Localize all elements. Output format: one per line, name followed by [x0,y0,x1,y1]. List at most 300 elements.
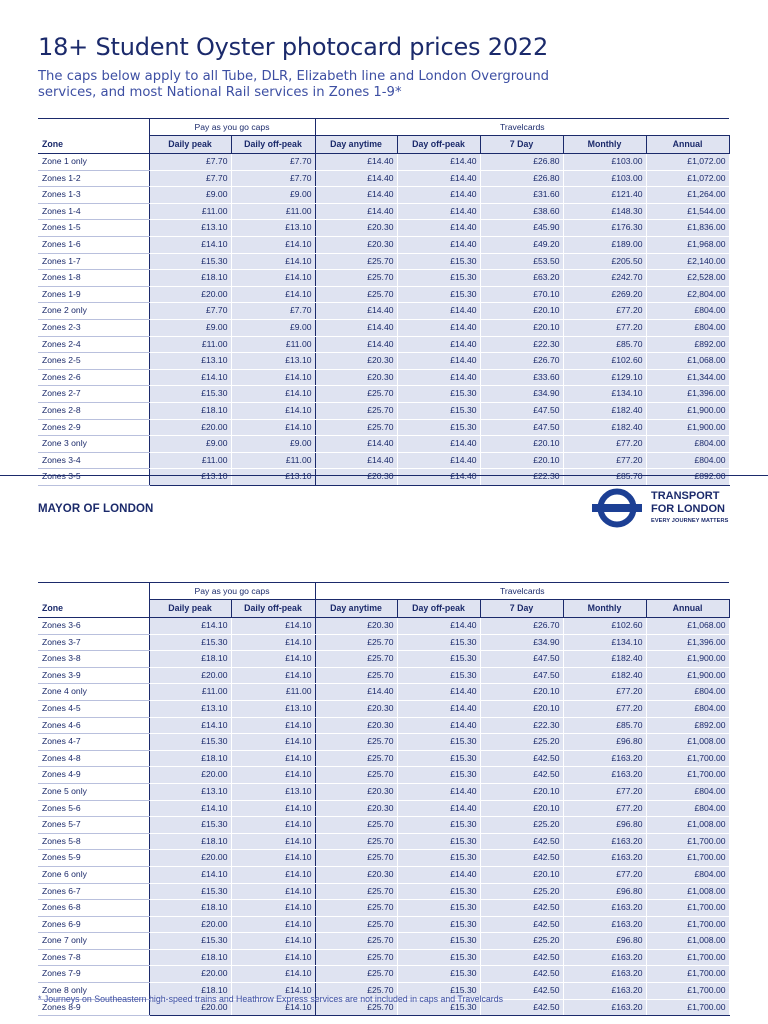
column-header: 7 Day [480,600,563,618]
price-cell: £31.60 [480,187,563,204]
column-header: 7 Day [480,136,563,154]
table-row [38,817,729,834]
price-cell: £2,804.00 [646,286,729,303]
tfl-roundel-icon [592,487,642,529]
price-cell: £20.30 [315,700,397,717]
price-cell: £1,700.00 [646,949,729,966]
price-cell: £42.50 [480,833,563,850]
price-cell: £14.40 [397,187,480,204]
price-cell: £33.60 [480,369,563,386]
price-cell: £182.40 [563,419,646,436]
price-cell: £11.00 [149,336,231,353]
price-cell: £11.00 [149,684,231,701]
price-cell: £14.10 [231,850,315,867]
price-cell: £25.70 [315,253,397,270]
price-cell: £14.10 [231,618,315,635]
price-cell: £14.10 [231,253,315,270]
price-cell: £26.80 [480,170,563,187]
table-row [38,667,729,684]
price-cell: £15.30 [397,767,480,784]
price-cell: £11.00 [231,684,315,701]
table-row [38,319,729,336]
price-cell: £77.20 [563,319,646,336]
column-header: Daily off-peak [231,136,315,154]
price-cell: £205.50 [563,253,646,270]
zone-cell: Zone 2 only [38,303,149,320]
price-cell: £14.40 [397,203,480,220]
price-cell: £77.20 [563,700,646,717]
price-cell: £77.20 [563,783,646,800]
zone-cell: Zones 1-6 [38,236,149,253]
table-row [38,866,729,883]
price-cell: £22.30 [480,469,563,486]
price-table-1-body [38,119,729,486]
price-cell: £14.10 [231,402,315,419]
price-cell: £9.00 [149,319,231,336]
price-cell: £25.70 [315,667,397,684]
price-cell: £15.30 [149,817,231,834]
price-cell: £18.10 [149,270,231,287]
price-table-1 [38,118,730,486]
table-row [38,436,729,453]
table-row [38,933,729,950]
price-cell: £9.00 [231,319,315,336]
price-cell: £15.30 [149,883,231,900]
price-cell: £134.10 [563,634,646,651]
price-cell: £14.40 [315,187,397,204]
price-cell: £42.50 [480,949,563,966]
price-cell: £53.50 [480,253,563,270]
group-header-row [38,119,729,136]
price-cell: £14.40 [397,436,480,453]
price-cell: £7.70 [231,154,315,171]
price-cell: £25.70 [315,817,397,834]
price-cell: £804.00 [646,684,729,701]
price-cell: £14.40 [397,369,480,386]
price-cell: £47.50 [480,402,563,419]
price-cell: £14.40 [315,319,397,336]
price-cell: £96.80 [563,883,646,900]
price-cell: £47.50 [480,667,563,684]
price-cell: £163.20 [563,833,646,850]
price-cell: £20.30 [315,800,397,817]
table-row [38,452,729,469]
price-cell: £1,068.00 [646,618,729,635]
zone-cell: Zones 1-8 [38,270,149,287]
price-cell: £42.50 [480,767,563,784]
table-row [38,700,729,717]
table-row [38,170,729,187]
price-cell: £22.30 [480,336,563,353]
price-cell: £25.70 [315,651,397,668]
price-cell: £47.50 [480,419,563,436]
price-cell: £1,700.00 [646,999,729,1016]
price-cell: £18.10 [149,949,231,966]
price-cell: £14.40 [397,452,480,469]
price-cell: £9.00 [149,187,231,204]
price-cell: £20.10 [480,436,563,453]
price-cell: £7.70 [231,303,315,320]
price-cell: £7.70 [149,170,231,187]
group-header-blank [38,119,149,136]
price-cell: £20.00 [149,850,231,867]
price-cell: £42.50 [480,900,563,917]
price-cell: £25.70 [315,270,397,287]
price-cell: £20.30 [315,717,397,734]
price-cell: £804.00 [646,452,729,469]
zone-cell: Zones 3-8 [38,651,149,668]
price-cell: £15.30 [397,270,480,287]
price-cell: £45.90 [480,220,563,237]
price-cell: £14.10 [231,817,315,834]
price-cell: £14.40 [397,154,480,171]
price-cell: £102.60 [563,353,646,370]
price-cell: £38.60 [480,203,563,220]
zone-cell: Zones 4-7 [38,734,149,751]
table-row [38,684,729,701]
price-cell: £14.40 [315,452,397,469]
zone-cell: Zones 3-5 [38,469,149,486]
price-cell: £15.30 [149,933,231,950]
price-cell: £182.40 [563,402,646,419]
zone-cell: Zones 1-3 [38,187,149,204]
price-cell: £20.30 [315,469,397,486]
price-cell: £804.00 [646,700,729,717]
price-cell: £25.70 [315,286,397,303]
price-cell: £49.20 [480,236,563,253]
price-cell: £22.30 [480,717,563,734]
price-cell: £1,544.00 [646,203,729,220]
zone-cell: Zones 5-7 [38,817,149,834]
price-cell: £13.10 [231,469,315,486]
price-cell: £25.70 [315,999,397,1016]
zone-cell: Zones 2-5 [38,353,149,370]
price-cell: £102.60 [563,618,646,635]
zone-cell: Zones 4-9 [38,767,149,784]
price-cell: £15.30 [397,634,480,651]
price-cell: £163.20 [563,900,646,917]
price-cell: £15.30 [397,386,480,403]
zone-cell: Zones 2-9 [38,419,149,436]
price-cell: £25.20 [480,883,563,900]
table-row [38,618,729,635]
table-row [38,734,729,751]
column-header: Daily peak [149,600,231,618]
price-cell: £14.10 [149,866,231,883]
table-row [38,900,729,917]
price-cell: £14.10 [149,369,231,386]
price-cell: £2,528.00 [646,270,729,287]
price-cell: £1,700.00 [646,966,729,983]
price-cell: £13.10 [231,783,315,800]
price-cell: £20.00 [149,286,231,303]
table-row [38,236,729,253]
price-cell: £134.10 [563,386,646,403]
price-cell: £15.30 [397,949,480,966]
price-cell: £1,072.00 [646,154,729,171]
price-cell: £77.20 [563,800,646,817]
price-cell: £13.10 [149,783,231,800]
price-cell: £121.40 [563,187,646,204]
price-cell: £129.10 [563,369,646,386]
zone-cell: Zones 3-7 [38,634,149,651]
price-cell: £1,072.00 [646,170,729,187]
price-cell: £14.10 [149,618,231,635]
price-cell: £103.00 [563,154,646,171]
price-cell: £14.40 [397,469,480,486]
price-cell: £14.10 [231,949,315,966]
price-cell: £14.10 [231,883,315,900]
price-cell: £25.70 [315,419,397,436]
price-cell: £14.10 [231,966,315,983]
price-cell: £13.10 [149,220,231,237]
table-row [38,220,729,237]
price-cell: £13.10 [149,353,231,370]
price-cell: £25.20 [480,817,563,834]
price-cell: £15.30 [397,402,480,419]
zone-cell: Zones 1-9 [38,286,149,303]
price-cell: £11.00 [231,203,315,220]
price-cell: £1,700.00 [646,900,729,917]
price-cell: £13.10 [231,220,315,237]
group-header-payg: Pay as you go caps [149,119,315,136]
price-cell: £20.10 [480,866,563,883]
price-cell: £14.40 [315,154,397,171]
price-cell: £9.00 [149,436,231,453]
price-cell: £148.30 [563,203,646,220]
price-cell: £14.10 [231,419,315,436]
zone-cell: Zones 1-5 [38,220,149,237]
price-cell: £14.10 [231,767,315,784]
zone-cell: Zones 2-3 [38,319,149,336]
column-header: Day off-peak [397,136,480,154]
price-cell: £804.00 [646,866,729,883]
table-row [38,353,729,370]
price-cell: £1,700.00 [646,833,729,850]
price-cell: £804.00 [646,800,729,817]
table-row [38,800,729,817]
price-cell: £20.30 [315,369,397,386]
page-subtitle: The caps below apply to all Tube, DLR, Elizabeth line and London Overground services, and most National Rail services in Zones 1-9* [38,69,550,100]
column-header: Monthly [563,600,646,618]
table-row [38,916,729,933]
zone-cell: Zones 2-6 [38,369,149,386]
price-cell: £25.70 [315,949,397,966]
price-cell: £11.00 [231,336,315,353]
zone-cell: Zones 3-9 [38,667,149,684]
price-cell: £14.10 [231,236,315,253]
price-cell: £13.10 [231,353,315,370]
zone-cell: Zones 3-6 [38,618,149,635]
zone-cell: Zones 1-7 [38,253,149,270]
price-cell: £25.70 [315,634,397,651]
column-header: Day off-peak [397,600,480,618]
price-cell: £15.30 [397,734,480,751]
price-cell: £892.00 [646,717,729,734]
price-cell: £1,396.00 [646,634,729,651]
table-row [38,369,729,386]
price-cell: £13.10 [149,469,231,486]
price-cell: £20.10 [480,303,563,320]
price-cell: £15.30 [397,999,480,1016]
price-cell: £20.30 [315,866,397,883]
price-cell: £14.40 [315,336,397,353]
price-cell: £25.70 [315,966,397,983]
price-cell: £20.00 [149,916,231,933]
price-cell: £14.10 [149,800,231,817]
column-header: Zone [38,600,149,618]
price-cell: £15.30 [397,966,480,983]
price-cell: £15.30 [149,386,231,403]
price-cell: £163.20 [563,850,646,867]
price-cell: £15.30 [397,253,480,270]
price-cell: £7.70 [149,154,231,171]
price-cell: £163.20 [563,949,646,966]
price-cell: £242.70 [563,270,646,287]
price-cell: £18.10 [149,750,231,767]
group-header-travelcards: Travelcards [315,583,729,600]
price-cell: £163.20 [563,966,646,983]
price-cell: £20.30 [315,220,397,237]
price-cell: £77.20 [563,303,646,320]
group-header-payg: Pay as you go caps [149,583,315,600]
zone-cell: Zones 2-8 [38,402,149,419]
group-header-row [38,583,729,600]
group-header-travelcards: Travelcards [315,119,729,136]
table-row [38,783,729,800]
zone-cell: Zones 4-8 [38,750,149,767]
price-table-2-body [38,583,729,1016]
table-row [38,883,729,900]
price-cell: £20.10 [480,800,563,817]
price-cell: £25.70 [315,386,397,403]
price-cell: £14.10 [231,270,315,287]
price-cell: £804.00 [646,319,729,336]
price-cell: £14.10 [149,236,231,253]
zone-cell: Zone 5 only [38,783,149,800]
price-cell: £13.10 [149,700,231,717]
price-cell: £14.40 [397,717,480,734]
price-cell: £14.10 [231,916,315,933]
price-cell: £1,900.00 [646,651,729,668]
price-cell: £14.10 [231,750,315,767]
column-header: Annual [646,600,729,618]
price-cell: £163.20 [563,767,646,784]
table-row [38,651,729,668]
price-cell: £1,700.00 [646,767,729,784]
table-row [38,833,729,850]
table-row [38,336,729,353]
price-cell: £182.40 [563,651,646,668]
page-title: 18+ Student Oyster photocard prices 2022 [38,33,549,61]
price-cell: £14.10 [231,983,315,1000]
price-cell: £25.70 [315,734,397,751]
price-cell: £25.70 [315,883,397,900]
price-cell: £63.20 [480,270,563,287]
price-cell: £20.30 [315,236,397,253]
price-cell: £18.10 [149,651,231,668]
price-cell: £14.10 [231,866,315,883]
price-cell: £25.70 [315,767,397,784]
price-cell: £20.00 [149,667,231,684]
price-cell: £42.50 [480,999,563,1016]
column-header: Annual [646,136,729,154]
price-cell: £25.70 [315,933,397,950]
zone-cell: Zones 1-2 [38,170,149,187]
price-cell: £1,900.00 [646,419,729,436]
price-cell: £20.10 [480,319,563,336]
price-cell: £20.00 [149,999,231,1016]
footnote: * Journeys on Southeastern high-speed trains and Heathrow Express services are not included in caps and Travelcards [38,994,504,1004]
price-cell: £14.10 [231,800,315,817]
price-cell: £1,700.00 [646,983,729,1000]
price-cell: £14.40 [397,336,480,353]
table-row [38,386,729,403]
price-cell: £189.00 [563,236,646,253]
zone-cell: Zones 5-8 [38,833,149,850]
price-cell: £15.30 [397,419,480,436]
table-row [38,154,729,171]
price-cell: £15.30 [149,253,231,270]
price-cell: £14.10 [231,833,315,850]
price-cell: £42.50 [480,850,563,867]
zone-cell: Zone 8 only [38,983,149,1000]
price-cell: £96.80 [563,933,646,950]
mayor-of-london-logo: MAYOR OF LONDON [38,503,154,515]
zone-cell: Zone 4 only [38,684,149,701]
price-cell: £14.10 [231,933,315,950]
table-row [38,966,729,983]
price-cell: £20.10 [480,684,563,701]
price-cell: £14.40 [397,303,480,320]
price-cell: £1,900.00 [646,667,729,684]
price-cell: £804.00 [646,303,729,320]
price-cell: £14.40 [397,618,480,635]
group-header-blank [38,583,149,600]
price-cell: £2,140.00 [646,253,729,270]
price-cell: £1,700.00 [646,850,729,867]
price-cell: £103.00 [563,170,646,187]
price-cell: £25.20 [480,933,563,950]
price-cell: £14.10 [231,999,315,1016]
price-cell: £7.70 [149,303,231,320]
price-cell: £15.30 [397,833,480,850]
section-divider [0,475,768,476]
table-row [38,750,729,767]
price-cell: £176.30 [563,220,646,237]
price-cell: £15.30 [397,883,480,900]
price-cell: £163.20 [563,999,646,1016]
price-cell: £14.10 [149,717,231,734]
table-row [38,767,729,784]
zone-cell: Zones 2-7 [38,386,149,403]
price-cell: £1,344.00 [646,369,729,386]
column-header: Daily off-peak [231,600,315,618]
table-row [38,286,729,303]
price-cell: £14.40 [315,436,397,453]
price-cell: £14.40 [397,783,480,800]
price-cell: £14.40 [397,236,480,253]
price-cell: £163.20 [563,750,646,767]
price-cell: £1,008.00 [646,883,729,900]
table-row [38,850,729,867]
column-header-row [38,136,729,154]
tfl-tagline: EVERY JOURNEY MATTERS [651,518,729,524]
zone-cell: Zones 5-6 [38,800,149,817]
price-cell: £34.90 [480,634,563,651]
price-cell: £892.00 [646,336,729,353]
column-header: Monthly [563,136,646,154]
